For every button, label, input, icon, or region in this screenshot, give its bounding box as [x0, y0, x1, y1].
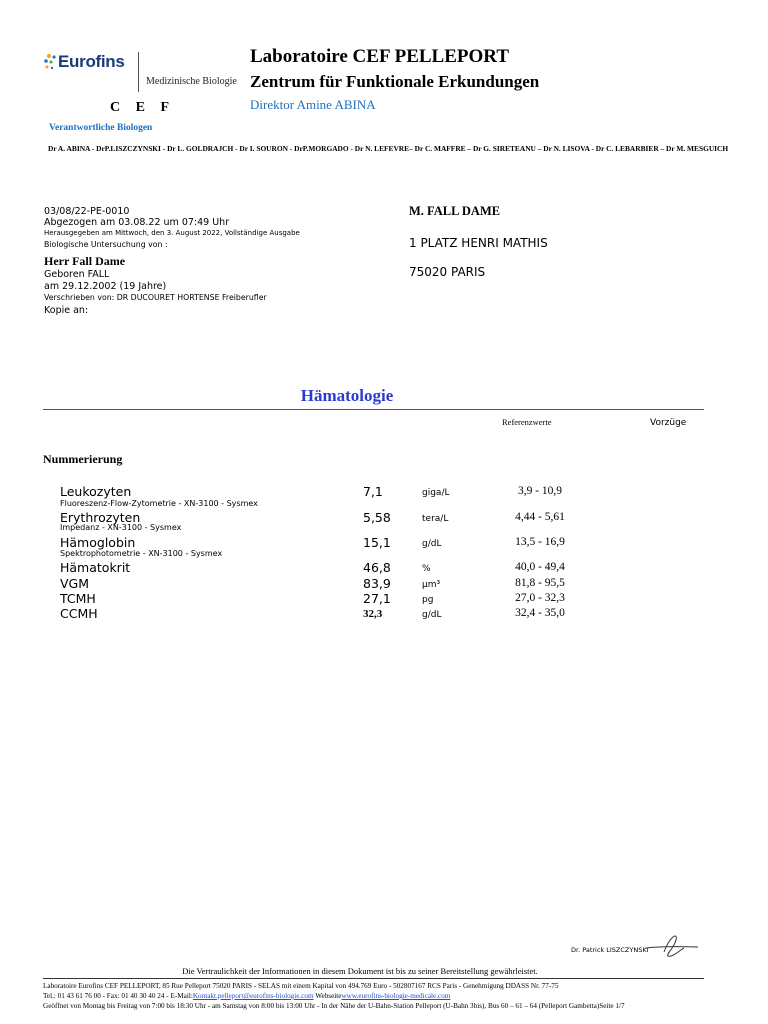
- footer-email-link[interactable]: Kontakt.pelleport@eurofins-biologie.com: [192, 992, 314, 1000]
- footer-divider: [43, 978, 704, 979]
- result-reference: 27,0 - 32,3: [515, 592, 565, 604]
- previous-values-header: Vorzüge: [650, 418, 687, 428]
- lab-director: Direktor Amine ABINA: [250, 97, 376, 112]
- result-unit: g/dL: [422, 539, 442, 549]
- patient-name: Herr Fall Dame: [44, 254, 126, 268]
- lab-subtitle: Zentrum für Funktionale Erkundungen: [250, 72, 540, 91]
- result-method: Spektrophotometrie - XN-3100 - Sysmex: [60, 549, 223, 558]
- result-value: 32,3: [363, 608, 383, 620]
- footer-line-2: [43, 992, 450, 1000]
- result-unit: tera/L: [422, 514, 449, 524]
- result-reference: 32,4 - 35,0: [515, 607, 565, 619]
- report-id: 03/08/22-PE-0010: [44, 206, 130, 217]
- signature-name: Dr. Patrick LISZCZYNSKI: [571, 946, 649, 954]
- footer-line-1: Laboratoire Eurofins CEF PELLEPORT, 85 Rue Pelleport 75020 PARIS - SELAS mit einem Kapital von 494.769 Euro - 502807167 RCS Paris - Genehmigung DDASS Nr. 77-75: [43, 982, 559, 990]
- drawn-date: Abgezogen am 03.08.22 um 07:49 Uhr: [44, 217, 230, 228]
- lab-name: Laboratoire CEF PELLEPORT: [250, 46, 510, 67]
- born-name: Geboren FALL: [44, 269, 110, 280]
- address-line-1: 1 PLATZ HENRI MATHIS: [409, 236, 548, 250]
- reference-values-header: Referenzwerte: [502, 417, 552, 427]
- birth-date: am 29.12.2002 (19 Jahre): [44, 281, 167, 292]
- result-reference: 81,8 - 95,5: [515, 577, 565, 589]
- result-name: Erythrozyten: [60, 510, 141, 525]
- result-name: Leukozyten: [60, 484, 132, 499]
- cef-label: C E F: [110, 100, 175, 115]
- result-unit: giga/L: [422, 488, 450, 498]
- result-value: 27,1: [363, 591, 391, 606]
- result-name: CCMH: [60, 606, 98, 621]
- result-name: TCMH: [60, 591, 96, 606]
- section-title: Hämatologie: [300, 386, 394, 405]
- logo-divider: [138, 52, 139, 92]
- issued-date: Herausgegeben am Mittwoch, den 3. August 2022, Vollständige Ausgabe: [44, 229, 300, 237]
- result-name: VGM: [60, 576, 90, 591]
- result-value: 5,58: [363, 510, 391, 525]
- result-unit: µm³: [422, 580, 441, 590]
- footer-contact: Tel.: 01 43 61 76 00 - Fax: 01 40 30 40 24 - E-Mail:: [43, 992, 193, 1000]
- result-value: 83,9: [363, 576, 391, 591]
- result-unit: pg: [422, 595, 434, 605]
- address-name: M. FALL DAME: [409, 204, 501, 218]
- logo-brand: Eurofins: [58, 52, 125, 71]
- result-unit: %: [422, 564, 431, 574]
- responsible-biologists-label: Verantwortliche Biologen: [49, 123, 153, 133]
- prescribed-by: Verschrieben von: DR DUCOURET HORTENSE Freiberufler: [44, 293, 267, 302]
- footer-website-link[interactable]: www.eurofins-biologie-medicale.com: [341, 992, 451, 1000]
- result-reference: 3,9 - 10,9: [517, 485, 563, 497]
- result-reference: 13,5 - 16,9: [515, 536, 565, 548]
- section-divider: [43, 409, 704, 410]
- exam-of-label: Biologische Untersuchung von :: [44, 240, 168, 249]
- address-line-2: 75020 PARIS: [409, 265, 486, 279]
- result-name: Hämatokrit: [60, 560, 131, 575]
- confidentiality-note: Die Vertraulichkeit der Informationen in diesem Dokument ist bis zu seiner Bereitstellung gewährleistet.: [182, 966, 538, 976]
- result-method: Impedanz - XN-3100 - Sysmex: [60, 523, 182, 532]
- result-name: Hämoglobin: [60, 535, 136, 550]
- result-method: Fluoreszenz-Flow-Zytometrie - XN-3100 - Sysmex: [60, 499, 258, 508]
- result-value: 7,1: [363, 484, 383, 499]
- result-value: 15,1: [363, 535, 391, 550]
- result-unit: g/dL: [422, 610, 442, 620]
- result-value: 46,8: [363, 560, 391, 575]
- result-reference: 40,0 - 49,4: [515, 561, 565, 573]
- doctors-list: Dr A. ABINA - DrP.LISZCZYNSKI - Dr L. GOLDRAJCH - Dr I. SOURON - DrP.MORGADO - Dr N. LEFEVRE– Dr C. MAFFRE – Dr G. SIRETEANU – Dr N. LISOVA - Dr C. LEBARBIER – Dr M. MESGUICH: [48, 144, 729, 153]
- footer-web-label: Webseite: [313, 992, 342, 1000]
- copy-to: Kopie an:: [44, 305, 89, 316]
- logo-subtitle: Medizinische Biologie: [146, 76, 237, 87]
- group-heading: Nummerierung: [43, 452, 123, 466]
- footer-line-3: Geöffnet von Montag bis Freitag von 7:00 bis 18:30 Uhr - am Samstag von 8:00 bis 13:00 Uhr - In der Nähe der U-Bahn-Station Pelleport (U-Bahn 3bis), Bus 60 – 61 – 64 (Pelleport Gambetta)Seite 1/7: [43, 1002, 625, 1010]
- signature-icon: [640, 930, 702, 960]
- result-reference: 4,44 - 5,61: [515, 511, 565, 523]
